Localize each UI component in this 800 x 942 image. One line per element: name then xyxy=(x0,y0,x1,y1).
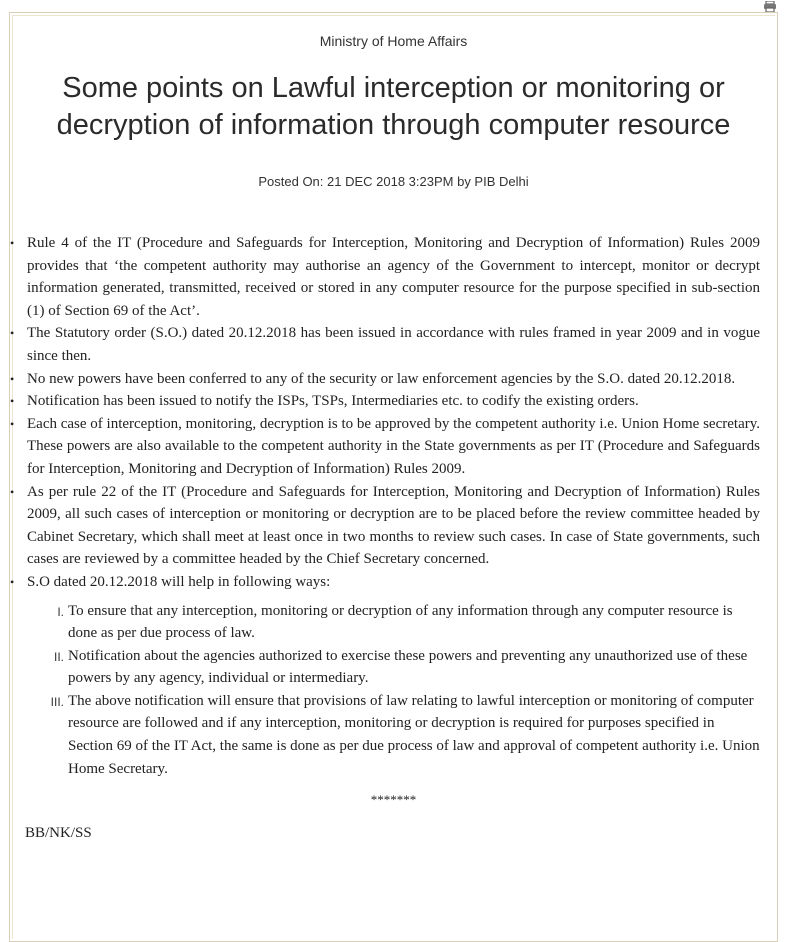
list-item-text: Rule 4 of the IT (Procedure and Safeguards for Interception, Monitoring and Decryption of Information) Rules 2009 provides that ‘the competent authority may authorise an agency of the Government to intercept, monitor or decrypt information generated, transmitted, received or stored in any computer resource for the purpose specified in sub-section (1) of Section 69 of the Act’. xyxy=(27,235,760,319)
list-item-text: The Statutory order (S.O.) dated 20.12.2018 has been issued in accordance with rules framed in year 2009 and in vogue since then. xyxy=(27,325,760,364)
list-item xyxy=(10,322,760,367)
ways-item xyxy=(57,600,760,645)
ministry-name: Ministry of Home Affairs xyxy=(319,33,468,49)
bullet-icon: • xyxy=(10,574,15,589)
list-item-text: No new powers have been conferred to any of the security or law enforcement agencies by the S.O. dated 20.12.2018. xyxy=(27,370,736,387)
list-item xyxy=(10,390,760,413)
list-item-text: As per rule 22 of the IT (Procedure and Safeguards for Interception, Monitoring and Decryption of Information) Rules 2009, all such cases of interception or monitoring or decryption are to be placed before the review committee headed by Cabinet Secretary, which shall meet at least once in two months to review such cases. In case of State governments, such cases are reviewed by a committee headed by the Chief Secretary concerned. xyxy=(27,483,760,568)
ways-item xyxy=(50,690,760,780)
ways-list xyxy=(27,600,760,781)
bullet-icon: • xyxy=(10,326,15,341)
bullet-icon: • xyxy=(10,236,15,250)
list-item xyxy=(10,413,760,481)
list-item xyxy=(10,571,760,780)
bullet-icon: • xyxy=(10,371,15,386)
separator-stars: ******* xyxy=(370,792,417,808)
list-item xyxy=(10,368,760,391)
page-title: Some points on Lawful interception or monitoring or decryption of information through computer resource xyxy=(56,72,731,141)
posted-on: Posted On: 21 DEC 2018 3:23PM by PIB Delhi xyxy=(258,174,529,189)
ways-item-text: Notification about the agencies authorized to exercise these powers and preventing any unauthorized use of these powers by any agency, individual or intermediary. xyxy=(68,647,748,687)
list-item xyxy=(10,232,760,322)
list-item-text: Each case of interception, monitoring, decryption is to be approved by the competent authority i.e. Union Home secretary. These powers are also available to the competent authority in the State governments as per IT (Procedure and Safeguards for Interception, Monitoring and Decryption of Information) Rules 2009. xyxy=(27,415,760,477)
list-item-text: Notification has been issued to notify the ISPs, TSPs, Intermediaries etc. to codify the existing orders. xyxy=(27,393,639,410)
bullet-icon: • xyxy=(10,394,15,409)
ways-item-text: To ensure that any interception, monitoring or decryption of any information through any computer resource is done as per due process of law. xyxy=(68,602,733,642)
roman-numeral: I. xyxy=(57,604,64,619)
ways-item-text: The above notification will ensure that provisions of law relating to lawful interception or monitoring of computer resource are followed and if any interception, monitoring or decryption is required for purposes specified in Section 69 of the IT Act, the same is done as per due process of law and approval of competent authority i.e. Union Home Secretary. xyxy=(68,692,760,777)
roman-numeral: II. xyxy=(53,649,64,664)
list-item xyxy=(10,481,760,571)
signoff-initials: BB/NK/SS xyxy=(25,824,92,841)
bullet-icon: • xyxy=(10,416,15,431)
bullet-icon: • xyxy=(10,484,15,499)
article-body xyxy=(10,232,760,844)
print-icon[interactable] xyxy=(763,0,777,12)
list-item-text: S.O dated 20.12.2018 will help in following ways: xyxy=(27,573,331,590)
points-list xyxy=(10,232,760,780)
roman-numeral: III. xyxy=(50,694,64,709)
ways-item xyxy=(53,645,760,690)
